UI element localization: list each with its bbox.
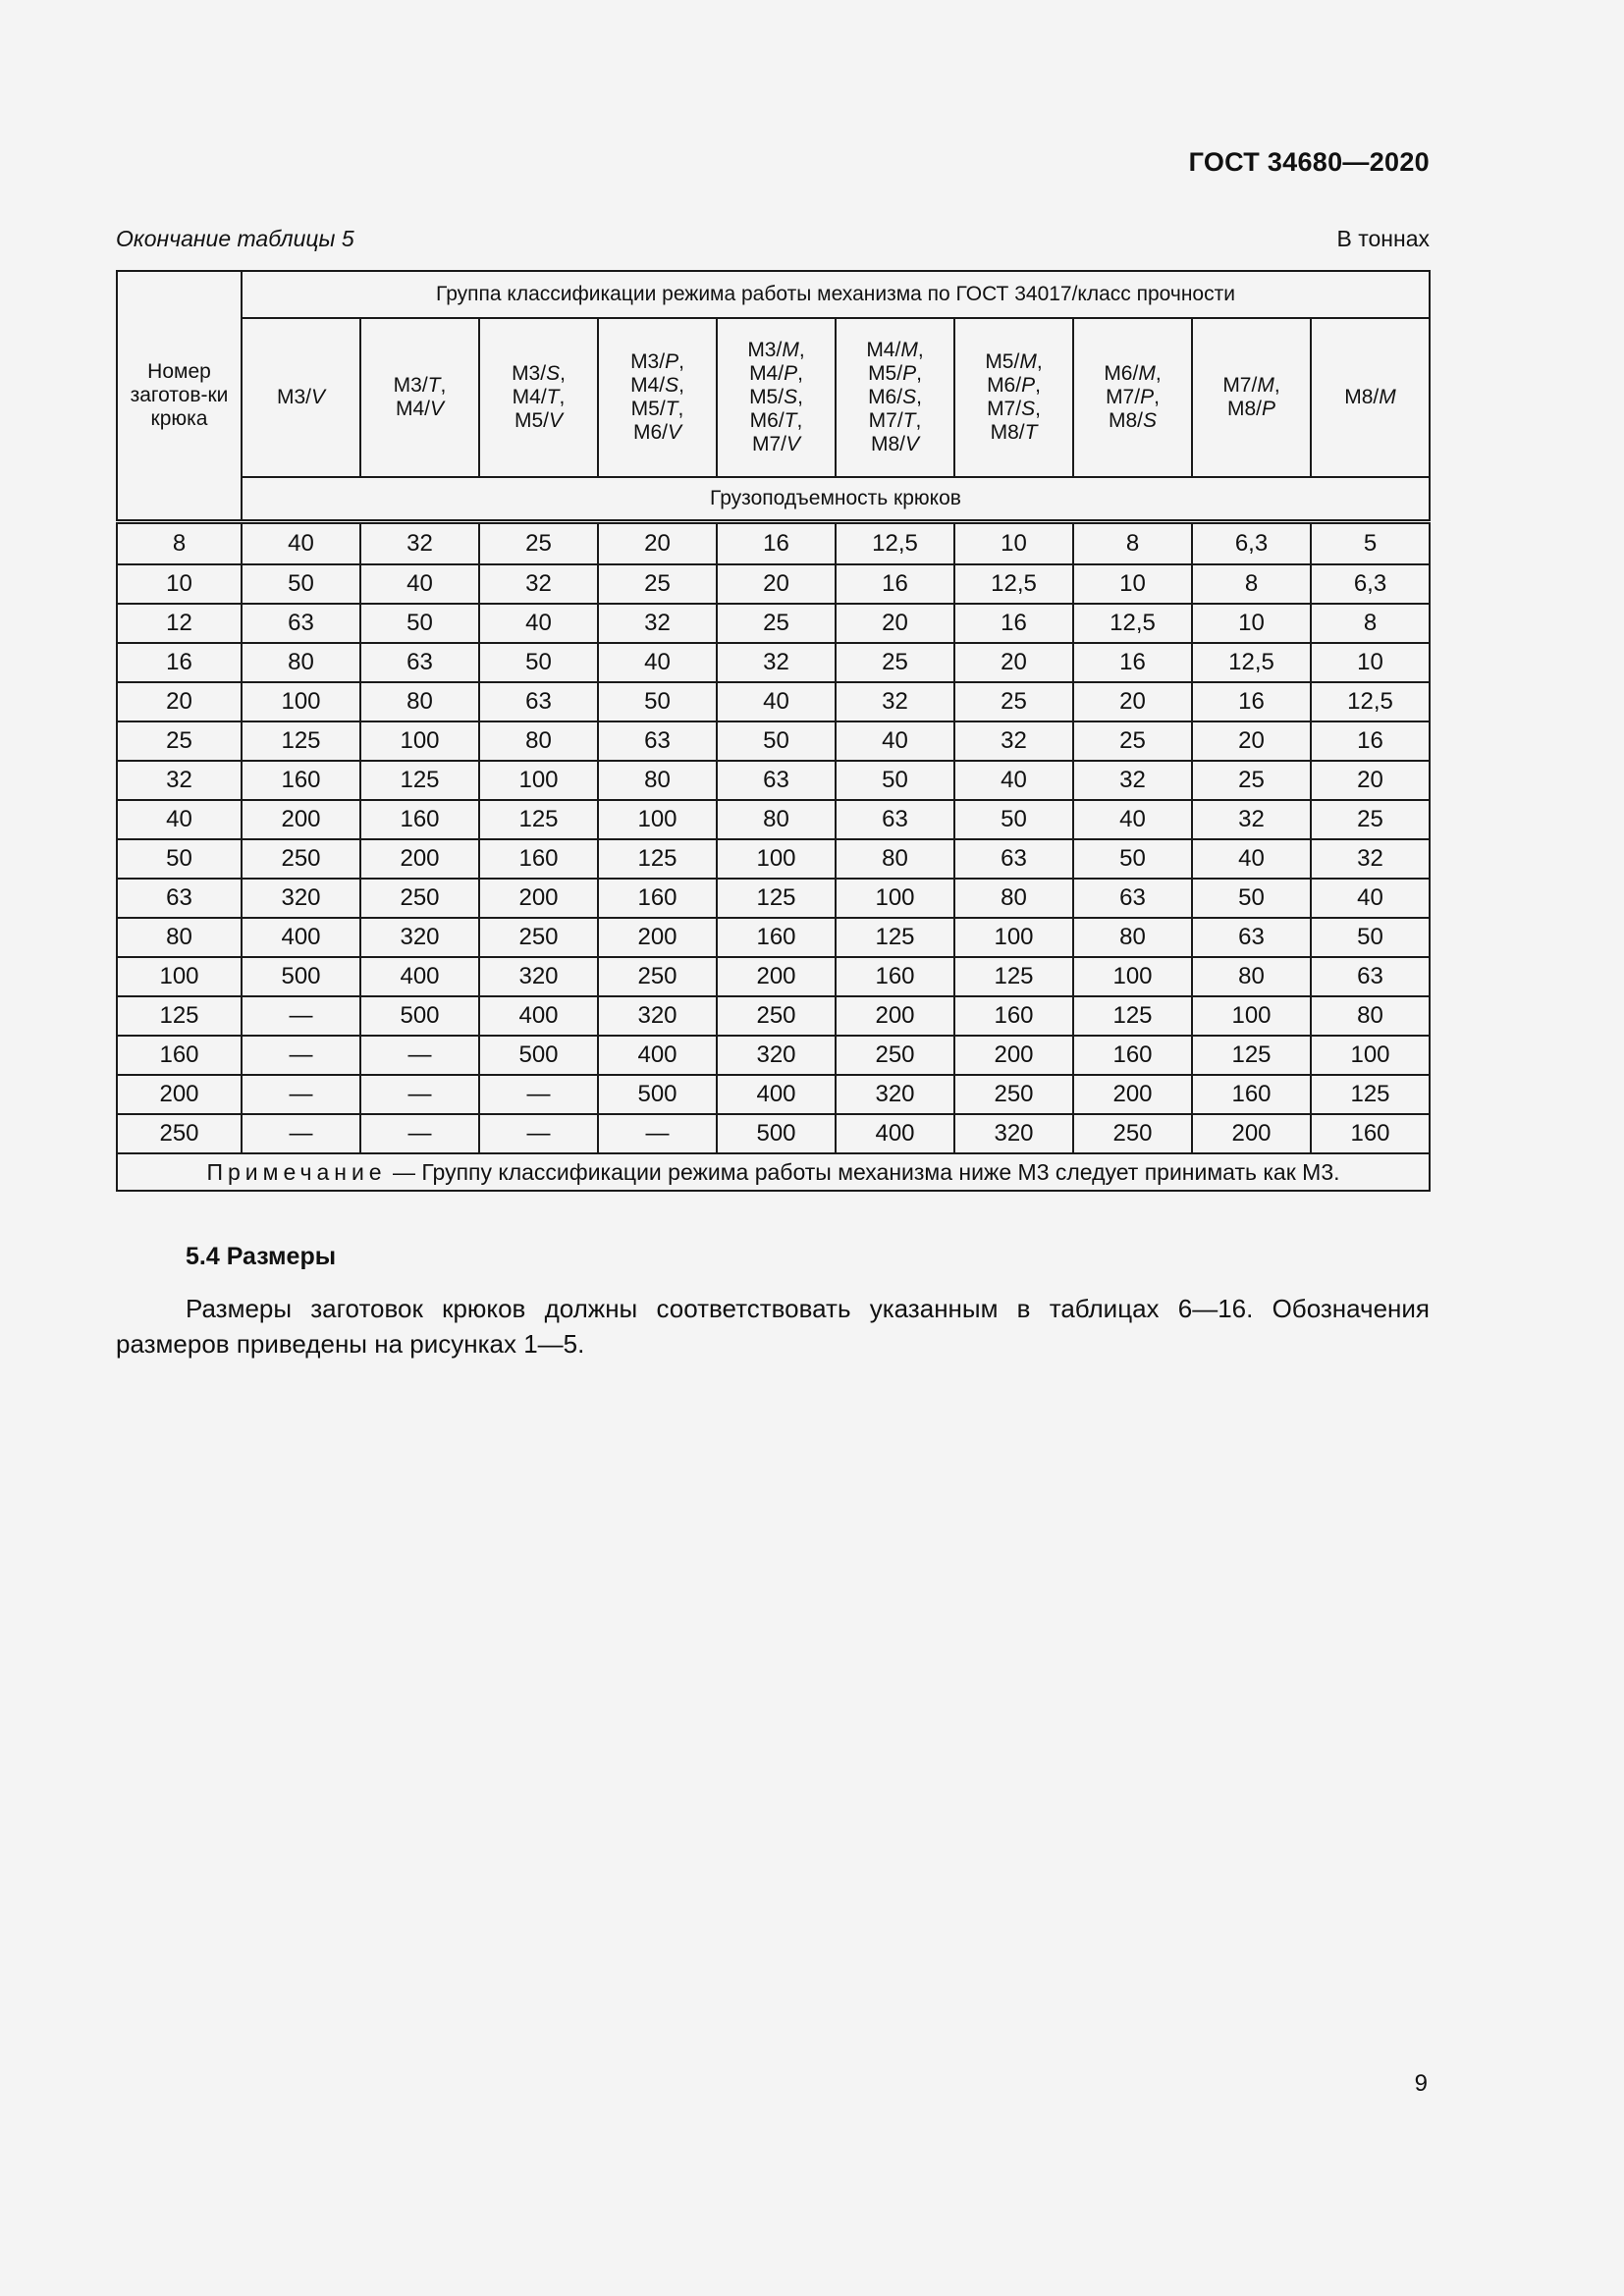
capacity-cell: 40 (598, 643, 717, 682)
capacity-cell: 200 (479, 879, 598, 918)
hook-number-cell: 12 (117, 604, 242, 643)
capacity-cell: — (479, 1075, 598, 1114)
capacity-cell: 160 (1073, 1036, 1192, 1075)
hook-number-cell: 25 (117, 721, 242, 761)
capacity-cell: 100 (242, 682, 360, 721)
capacity-cell: — (242, 1075, 360, 1114)
hook-number-cell: 16 (117, 643, 242, 682)
capacity-cell: 500 (598, 1075, 717, 1114)
capacity-cell: 320 (717, 1036, 836, 1075)
capacity-cell: 40 (1311, 879, 1430, 918)
capacity-cell: 160 (836, 957, 954, 996)
hook-number-cell: 250 (117, 1114, 242, 1153)
capacity-cell: 200 (717, 957, 836, 996)
capacity-cell: 40 (360, 564, 479, 604)
class-header-cell: М7/M, М8/P (1192, 318, 1311, 477)
table-caption-row (116, 226, 1430, 252)
capacity-cell: 125 (479, 800, 598, 839)
capacity-cell: 100 (836, 879, 954, 918)
capacity-cell: — (360, 1075, 479, 1114)
capacity-cell: 32 (717, 643, 836, 682)
capacity-cell: 400 (598, 1036, 717, 1075)
class-header-cell: М3/S, М4/T, М5/V (479, 318, 598, 477)
capacity-cell: 500 (360, 996, 479, 1036)
capacity-cell: 80 (242, 643, 360, 682)
capacity-cell: 50 (1192, 879, 1311, 918)
capacity-cell: 160 (1311, 1114, 1430, 1153)
class-header-cell: М4/M, М5/P, М6/S, М7/T, М8/V (836, 318, 954, 477)
capacity-cell: 32 (360, 522, 479, 565)
hook-number-cell: 32 (117, 761, 242, 800)
capacity-cell: 100 (479, 761, 598, 800)
hook-number-cell: 50 (117, 839, 242, 879)
capacity-cell: 80 (360, 682, 479, 721)
capacity-cell: 50 (954, 800, 1073, 839)
class-header-cell: М6/M, М7/P, М8/S (1073, 318, 1192, 477)
table-caption: Окончание таблицы 5 (116, 226, 354, 251)
hook-number-cell: 80 (117, 918, 242, 957)
capacity-cell: 50 (717, 721, 836, 761)
note-text: — Группу классификации режима работы механизма ниже М3 следует принимать как М3. (386, 1158, 1340, 1185)
capacity-cell: 200 (360, 839, 479, 879)
capacity-cell: 20 (954, 643, 1073, 682)
section-title: 5.4 Размеры (186, 1243, 337, 1270)
capacity-cell: 50 (479, 643, 598, 682)
capacity-cell: 25 (479, 522, 598, 565)
capacity-cell: 100 (1192, 996, 1311, 1036)
capacity-cell: 16 (1073, 643, 1192, 682)
capacity-cell: 250 (836, 1036, 954, 1075)
capacity-cell: 200 (836, 996, 954, 1036)
hook-number-cell: 20 (117, 682, 242, 721)
capacity-cell: 200 (954, 1036, 1073, 1075)
hook-number-cell: 10 (117, 564, 242, 604)
capacity-cell: 125 (242, 721, 360, 761)
capacity-cell: 80 (1311, 996, 1430, 1036)
capacity-cell: 500 (242, 957, 360, 996)
capacity-cell: 80 (1192, 957, 1311, 996)
capacity-cell: 160 (479, 839, 598, 879)
class-header-cell: М3/T, М4/V (360, 318, 479, 477)
table-row (117, 1075, 1430, 1114)
hook-number-cell: 125 (117, 996, 242, 1036)
capacity-cell: 80 (836, 839, 954, 879)
capacity-cell: 63 (360, 643, 479, 682)
capacity-cell: 160 (242, 761, 360, 800)
table-body (117, 522, 1430, 1154)
page-number: 9 (1414, 2070, 1428, 2097)
table-row (117, 879, 1430, 918)
capacity-cell: 25 (717, 604, 836, 643)
capacity-cell: 320 (242, 879, 360, 918)
capacity-cell: 400 (717, 1075, 836, 1114)
hook-number-cell: 200 (117, 1075, 242, 1114)
capacity-cell: 10 (1192, 604, 1311, 643)
capacity-cell: 250 (598, 957, 717, 996)
capacity-cell: 500 (479, 1036, 598, 1075)
capacity-cell: — (479, 1114, 598, 1153)
capacity-cell: 400 (836, 1114, 954, 1153)
capacity-cell: 32 (479, 564, 598, 604)
capacity-cell: 8 (1073, 522, 1192, 565)
capacity-cell: 250 (479, 918, 598, 957)
group-header: Группа классификации режима работы механизма по ГОСТ 34017/класс прочности (242, 271, 1430, 318)
table-row (117, 564, 1430, 604)
capacity-cell: — (360, 1036, 479, 1075)
table-row (117, 996, 1430, 1036)
table-row (117, 839, 1430, 879)
table-row (117, 522, 1430, 565)
capacity-cell: 63 (1192, 918, 1311, 957)
capacity-cell: — (242, 996, 360, 1036)
capacity-cell: 16 (717, 522, 836, 565)
table-units: В тоннах (1336, 226, 1430, 251)
capacity-cell: 40 (1073, 800, 1192, 839)
class-header-cell: М8/M (1311, 318, 1430, 477)
capacity-cell: 160 (360, 800, 479, 839)
capacity-cell: — (242, 1114, 360, 1153)
capacity-cell: 160 (1192, 1075, 1311, 1114)
capacity-cell: 100 (360, 721, 479, 761)
capacity-cell: 10 (1311, 643, 1430, 682)
class-header-cell: М3/P, М4/S, М5/T, М6/V (598, 318, 717, 477)
capacity-cell: 320 (836, 1075, 954, 1114)
capacity-cell: 32 (598, 604, 717, 643)
hook-number-cell: 100 (117, 957, 242, 996)
capacity-cell: 160 (717, 918, 836, 957)
capacity-cell: 63 (479, 682, 598, 721)
capacity-cell: 125 (717, 879, 836, 918)
section-text: Размеры заготовок крюков должны соответствовать указанным в таблицах 6—16. Обозначения размеров приведены на рисунках 1—5. (116, 1294, 1430, 1359)
capacity-cell: 160 (954, 996, 1073, 1036)
standard-code: ГОСТ 34680—2020 (1188, 147, 1430, 177)
load-capacity-table (116, 270, 1431, 1192)
capacity-cell: 16 (836, 564, 954, 604)
class-header-cell: М3/V (242, 318, 360, 477)
class-header-row (117, 318, 1430, 477)
capacity-cell: 10 (1073, 564, 1192, 604)
capacity-cell: 6,3 (1192, 522, 1311, 565)
capacity-cell: 320 (598, 996, 717, 1036)
capacity-cell: — (598, 1114, 717, 1153)
capacity-cell: 12,5 (1192, 643, 1311, 682)
capacity-cell: 32 (1073, 761, 1192, 800)
capacity-cell: 32 (1192, 800, 1311, 839)
capacity-cell: 250 (242, 839, 360, 879)
capacity-cell: 63 (717, 761, 836, 800)
hook-number-header: Номер заготов-ки крюка (117, 271, 242, 522)
capacity-cell: 6,3 (1311, 564, 1430, 604)
table-row (117, 643, 1430, 682)
capacity-cell: 200 (242, 800, 360, 839)
capacity-cell: 250 (1073, 1114, 1192, 1153)
capacity-cell: 20 (717, 564, 836, 604)
capacity-cell: 16 (1311, 721, 1430, 761)
capacity-cell: 50 (1073, 839, 1192, 879)
capacity-cell: 50 (598, 682, 717, 721)
table-row (117, 800, 1430, 839)
table-row (117, 1036, 1430, 1075)
capacity-cell: 320 (954, 1114, 1073, 1153)
capacity-cell: 40 (954, 761, 1073, 800)
capacity-cell: 125 (1073, 996, 1192, 1036)
capacity-cell: 125 (598, 839, 717, 879)
capacity-cell: 12,5 (1311, 682, 1430, 721)
capacity-cell: 63 (836, 800, 954, 839)
table-row (117, 604, 1430, 643)
capacity-cell: — (360, 1114, 479, 1153)
capacity-cell: 80 (598, 761, 717, 800)
capacity-cell: 250 (717, 996, 836, 1036)
capacity-cell: 125 (954, 957, 1073, 996)
capacity-cell: 125 (836, 918, 954, 957)
capacity-cell: 40 (1192, 839, 1311, 879)
capacity-cell: 12,5 (836, 522, 954, 565)
capacity-cell: 63 (242, 604, 360, 643)
table-note (117, 1153, 1430, 1191)
capacity-cell: 25 (1311, 800, 1430, 839)
capacity-cell: 125 (1192, 1036, 1311, 1075)
capacity-cell: 25 (1073, 721, 1192, 761)
capacity-cell: 250 (360, 879, 479, 918)
table-row (117, 1114, 1430, 1153)
capacity-cell: 40 (717, 682, 836, 721)
capacity-cell: 250 (954, 1075, 1073, 1114)
hook-number-cell: 63 (117, 879, 242, 918)
capacity-cell: 8 (1192, 564, 1311, 604)
capacity-cell: 20 (1192, 721, 1311, 761)
capacity-cell: 32 (1311, 839, 1430, 879)
capacity-cell: 50 (242, 564, 360, 604)
capacity-cell: 16 (954, 604, 1073, 643)
capacity-cell: 63 (1311, 957, 1430, 996)
capacity-cell: 100 (717, 839, 836, 879)
capacity-cell: 500 (717, 1114, 836, 1153)
hook-number-cell: 40 (117, 800, 242, 839)
capacity-cell: 80 (717, 800, 836, 839)
capacity-cell: 50 (836, 761, 954, 800)
capacity-cell: 400 (479, 996, 598, 1036)
table-row (117, 918, 1430, 957)
capacity-cell: 32 (836, 682, 954, 721)
capacity-cell: 100 (598, 800, 717, 839)
hook-number-cell: 160 (117, 1036, 242, 1075)
capacity-cell: 10 (954, 522, 1073, 565)
capacity-cell: 63 (1073, 879, 1192, 918)
capacity-cell: 63 (598, 721, 717, 761)
capacity-cell: 80 (1073, 918, 1192, 957)
capacity-cell: 200 (598, 918, 717, 957)
capacity-cell: 50 (360, 604, 479, 643)
capacity-cell: 63 (954, 839, 1073, 879)
capacity-cell: 100 (1311, 1036, 1430, 1075)
capacity-cell: 80 (479, 721, 598, 761)
note-label: Примечание (206, 1158, 387, 1185)
capacity-cell: 25 (954, 682, 1073, 721)
capacity-cell: 25 (1192, 761, 1311, 800)
table-row (117, 761, 1430, 800)
capacity-cell: 40 (836, 721, 954, 761)
capacity-cell: 125 (1311, 1075, 1430, 1114)
table-row (117, 957, 1430, 996)
capacity-cell: 200 (1073, 1075, 1192, 1114)
capacity-cell: 25 (836, 643, 954, 682)
capacity-cell: 12,5 (1073, 604, 1192, 643)
capacity-cell: 40 (242, 522, 360, 565)
capacity-cell: 320 (360, 918, 479, 957)
capacity-cell: 5 (1311, 522, 1430, 565)
capacity-cell: 12,5 (954, 564, 1073, 604)
capacity-cell: 160 (598, 879, 717, 918)
capacity-cell: 20 (1073, 682, 1192, 721)
class-header-cell: М5/M, М6/P, М7/S, М8/T (954, 318, 1073, 477)
capacity-cell: 125 (360, 761, 479, 800)
capacity-cell: 16 (1192, 682, 1311, 721)
capacity-cell: 400 (360, 957, 479, 996)
table-row (117, 721, 1430, 761)
capacity-cell: 100 (954, 918, 1073, 957)
capacity-cell: 8 (1311, 604, 1430, 643)
capacity-cell: 100 (1073, 957, 1192, 996)
class-header-cell: М3/M, М4/P, М5/S, М6/T, М7/V (717, 318, 836, 477)
capacity-cell: 400 (242, 918, 360, 957)
capacity-cell: 20 (836, 604, 954, 643)
capacity-cell: 25 (598, 564, 717, 604)
capacity-cell: 320 (479, 957, 598, 996)
capacity-cell: 80 (954, 879, 1073, 918)
table-row (117, 682, 1430, 721)
capacity-cell: 40 (479, 604, 598, 643)
capacity-cell: 200 (1192, 1114, 1311, 1153)
capacity-cell: 20 (598, 522, 717, 565)
capacity-header: Грузоподъемность крюков (242, 477, 1430, 522)
hook-number-cell: 8 (117, 522, 242, 565)
capacity-cell: 32 (954, 721, 1073, 761)
capacity-cell: 50 (1311, 918, 1430, 957)
capacity-cell: 20 (1311, 761, 1430, 800)
capacity-cell: — (242, 1036, 360, 1075)
